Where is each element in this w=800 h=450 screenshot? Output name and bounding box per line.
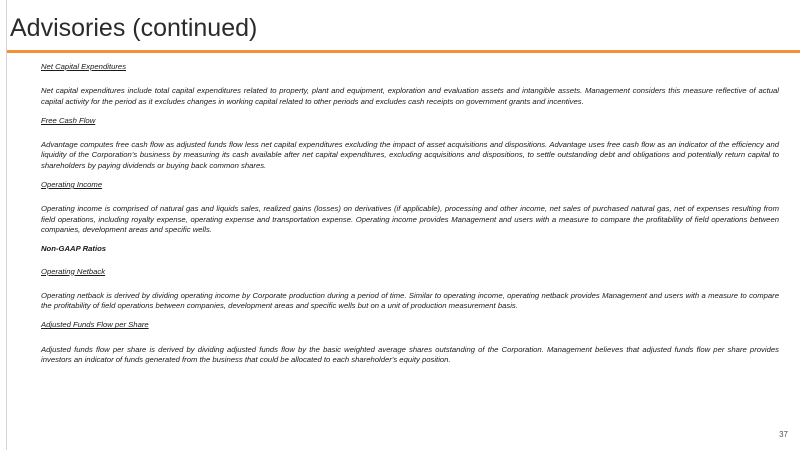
subsection-title-non-gaap-ratios: Non-GAAP Ratios	[41, 244, 107, 254]
slide-title: Advisories (continued)	[10, 14, 258, 42]
page-number: 37	[779, 430, 788, 439]
section-heading-net-capital-expenditures: Net Capital Expenditures	[41, 62, 127, 71]
section-heading-operating-netback: Operating Netback	[41, 266, 106, 276]
slide-content	[41, 62, 779, 374]
section-body-free-cash-flow: Advantage computes free cash flow as adjusted funds flow less net capital expenditures excluding the impact of asset acquisitions and dispositions. Advantage uses free cash flow as an indicator of the efficiency and liquidity of the Corporation’s business by measuring its cash available after net capital expenditures, excluding acquisitions and dispositions, to settle outstanding debt and obligations and potentially return capital to shareholders by paying dividends or buying back common shares.	[41, 140, 779, 170]
section-body-operating-netback: Operating netback is derived by dividing operating income by Corporate production during a period of time. Similar to operating income, operating netback provides Management and users with a measure to compare the profitability of field operations between companies, development areas and specific wells but on a unit of production measurement basis.	[41, 290, 779, 311]
slide-left-rule	[6, 0, 7, 450]
title-accent-bar	[7, 50, 800, 53]
section-heading-adjusted-funds-flow-per-share: Adjusted Funds Flow per Share	[41, 320, 149, 330]
section-heading-free-cash-flow: Free Cash Flow	[41, 115, 96, 125]
section-body-adjusted-funds-flow-per-share: Adjusted funds flow per share is derived by dividing adjusted funds flow by the basic weighted average shares outstanding of the Corporation. Management believes that adjusted funds flow per share provides investors an indicator of funds generated from the business that could be allocated to each shareholder's equity position.	[41, 344, 779, 365]
section-heading-operating-income: Operating Income	[41, 180, 103, 190]
section-body-operating-income: Operating income is comprised of natural gas and liquids sales, realized gains (losses) on derivatives (if applicable), processing and other income, net sales of purchased natural gas, net of expenses resulting from field operations, including royalty expense, operating expense and transportation expense. Operating income provides Management and users with a measure to compare the profitability of field operations between companies, development areas and specific wells.	[41, 204, 779, 234]
section-body-net-capital-expenditures: Net capital expenditures include total capital expenditures related to property, plant and equipment, exploration and evaluation assets and intangible assets. Management considers this measure reflective of actual capital activity for the period as it excludes changes in working capital related to other periods and excludes cash receipts on government grants and incentives.	[41, 86, 779, 106]
